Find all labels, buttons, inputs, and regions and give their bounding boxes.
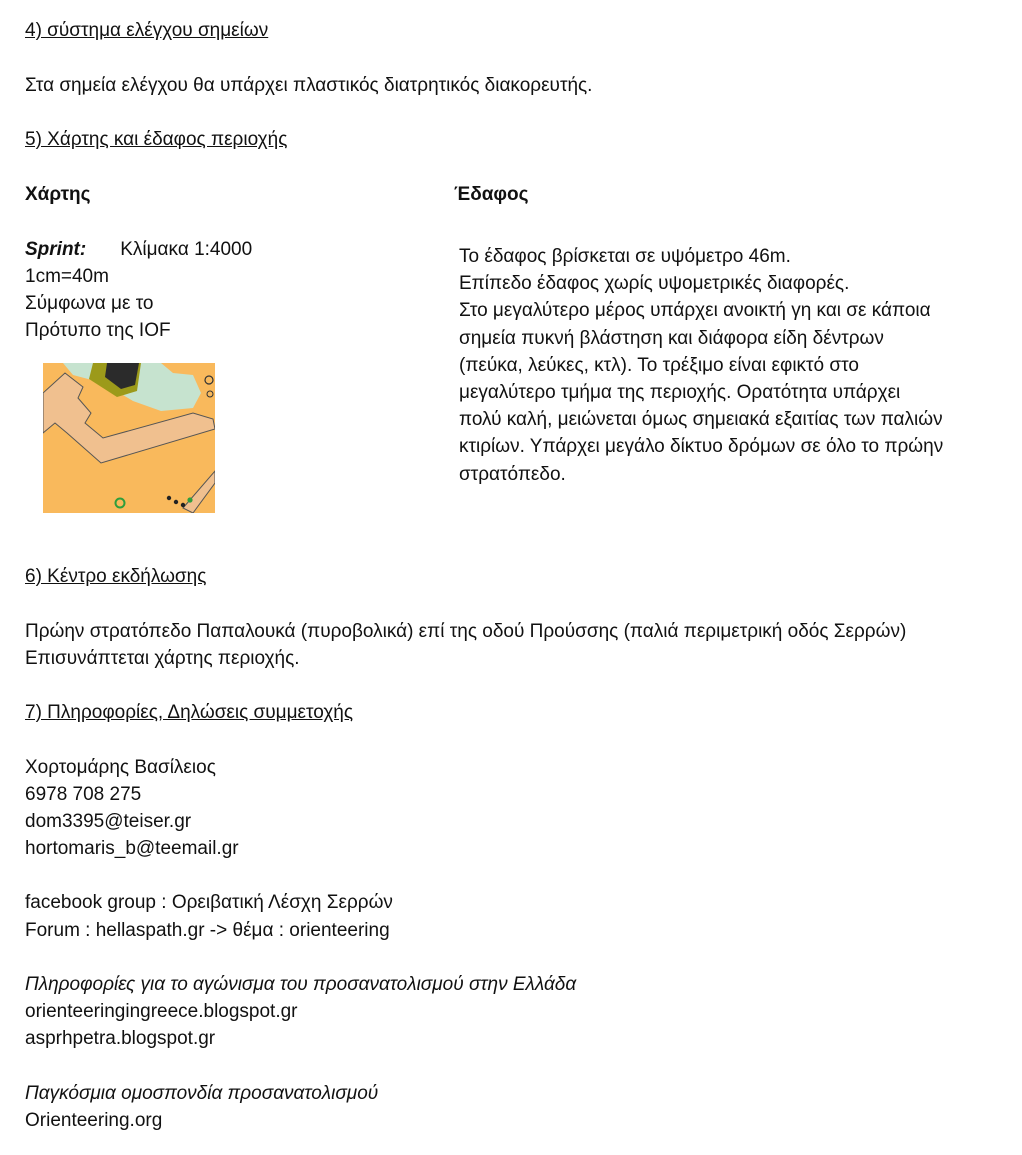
section-5-heading: 5) Χάρτης και έδαφος περιοχής (25, 129, 288, 150)
terrain-line: Το έδαφος βρίσκεται σε υψόμετρο 46m. (459, 246, 791, 267)
world-federation-link[interactable]: Orienteering.org (25, 1110, 163, 1131)
map-column-heading: Χάρτης (25, 184, 91, 205)
section-6-heading: 6) Κέντρο εκδήλωσης (25, 566, 207, 587)
sprint-label: Sprint: (25, 239, 87, 260)
terrain-line: σημεία πυκνή βλάστηση και διάφορα είδη δέντρων (459, 327, 884, 349)
sprint-scale-line (25, 236, 252, 263)
map-info-line: 1cm=40m (25, 266, 109, 287)
contact-email[interactable]: hortomaris_b@teemail.gr (25, 838, 239, 859)
contact-email[interactable]: dom3395@teiser.gr (25, 811, 192, 832)
terrain-description (459, 243, 1009, 488)
forum-info: Forum : hellaspath.gr -> θέμα : orienteering (25, 920, 390, 941)
info-heading: Πληροφορίες για το αγώνισμα του προσανατολισμού στην Ελλάδα (25, 974, 577, 995)
terrain-line: μεγαλύτερο τμήμα της περιοχής. Ορατότητα υπάρχει (459, 382, 901, 404)
terrain-line: (πεύκα, λεύκες, κτλ). Το τρέξιμο είναι εφικτό στο (459, 354, 859, 376)
venue-text: Πρώην στρατόπεδο Παπαλουκά (πυροβολικά) επί της οδού Προύσσης (παλιά περιμετρική οδός Σερρών) (25, 621, 907, 642)
map-scale: Κλίμακα 1:4000 (120, 239, 253, 260)
terrain-column-heading: Έδαφος (454, 184, 529, 205)
section-4-heading: 4) σύστημα ελέγχου σημείων (25, 20, 269, 41)
map-info-line: Σύμφωνα με το (25, 293, 154, 314)
terrain-line: κτιρίων. Υπάρχει μεγάλο δίκτυο δρόμων σε όλο το πρώην (459, 436, 944, 458)
section-7-heading: 7) Πληροφορίες, Δηλώσεις συμμετοχής (25, 702, 354, 723)
sprint-map-sample-image (43, 363, 215, 513)
terrain-line: στρατόπεδο. (459, 463, 566, 485)
info-link[interactable]: asprhpetra.blogspot.gr (25, 1028, 216, 1049)
contact-phone: 6978 708 275 (25, 784, 142, 805)
info-link[interactable]: orienteeringingreece.blogspot.gr (25, 1001, 298, 1022)
terrain-line: Επίπεδο έδαφος χωρίς υψομετρικές διαφορές. (459, 273, 850, 295)
terrain-line: πολύ καλή, μειώνεται όμως σημειακά εξαιτίας των παλιών (459, 409, 943, 431)
section-4-text: Στα σημεία ελέγχου θα υπάρχει πλαστικός διατρητικός διακορευτής. (25, 75, 593, 96)
map-info-line: Πρότυπο της IOF (25, 320, 171, 341)
terrain-line: Στο μεγαλύτερο μέρος υπάρχει ανοικτή γη και σε κάποια (459, 300, 931, 322)
world-federation-heading: Παγκόσμια ομοσπονδία προσανατολισμού (25, 1083, 379, 1104)
facebook-group: facebook group : Ορειβατική Λέσχη Σερρών (25, 892, 393, 913)
contact-name: Χορτομάρης Βασίλειος (25, 757, 216, 778)
venue-map-note: Επισυνάπτεται χάρτης περιοχής. (25, 648, 300, 669)
